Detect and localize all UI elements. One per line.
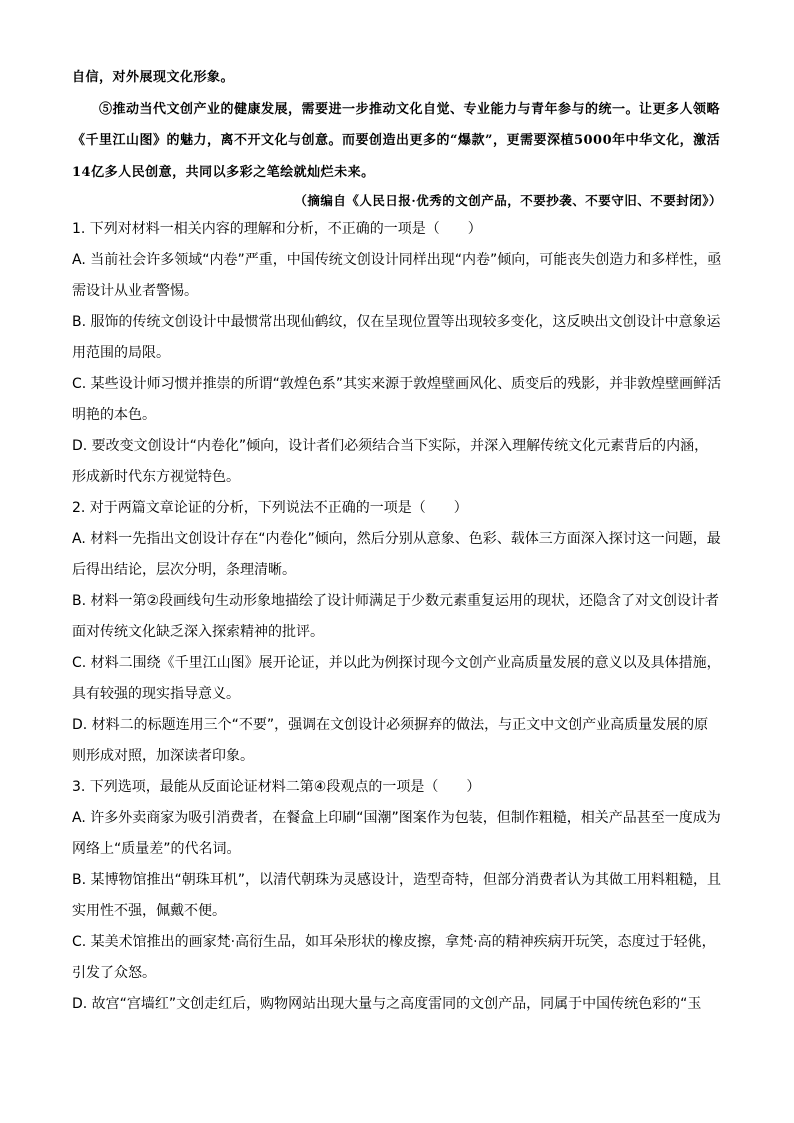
question-2 bbox=[72, 493, 722, 772]
option-d: D. 材料二的标题连用三个“不要”，强调在文创设计必须摒弃的做法，与正文中文创产业高质量发展的原则形成对照，加深读者印象。 bbox=[72, 717, 709, 764]
question-stem: 1. 下列对材料一相关内容的理解和分析，不正确的一项是（ ） bbox=[72, 221, 482, 237]
option-c: C. 某美术馆推出的画家梵·高衍生品，如耳朵形状的橡皮擦，拿梵·高的精神疾病开玩笑，态度过于轻佻，引发了众怒。 bbox=[72, 934, 716, 981]
question-list bbox=[72, 214, 722, 1020]
passage bbox=[72, 62, 722, 214]
option-b: B. 某博物馆推出“朝珠耳机”，以清代朝珠为灵感设计，造型奇特，但部分消费者认为其做工用料粗糙，且实用性不强，佩戴不便。 bbox=[72, 872, 722, 919]
option-c: C. 某些设计师习惯并推崇的所谓“敦煌色系”其实来源于敦煌壁画风化、质变后的残影，并非敦煌壁画鲜活明艳的本色。 bbox=[72, 376, 722, 423]
question-stem: 2. 对于两篇文章论证的分析，下列说法不正确的一项是（ ） bbox=[72, 500, 468, 516]
question-stem: 3. 下列选项，最能从反面论证材料二第④段观点的一项是（ ） bbox=[72, 779, 481, 795]
question-3 bbox=[72, 772, 722, 1020]
passage-paragraph-5: ⑤推动当代文创产业的健康发展，需要进一步推动文化自觉、专业能力与青年参与的统一。让更多人领略《千里江山图》的魅力，离不开文化与创意。而要创造出更多的“爆款”，更需要深植5000年中华文化，激活14亿多人民创意，共同以多彩之笔绘就灿烂未来。 bbox=[72, 101, 721, 180]
document-page bbox=[72, 62, 722, 1020]
option-b: B. 材料一第②段画线句生动形象地描绘了设计师满足于少数元素重复运用的现状，还隐含了对文创设计者面对传统文化缺乏深入探索精神的批评。 bbox=[72, 593, 720, 640]
option-b: B. 服饰的传统文创设计中最惯常出现仙鹤纹，仅在呈现位置等出现较多变化，这反映出文创设计中意象运用范围的局限。 bbox=[72, 314, 721, 361]
option-a: A. 材料一先指出文创设计存在“内卷化”倾向，然后分别从意象、色彩、载体三方面深入探讨这一问题，最后得出结论，层次分明，条理清晰。 bbox=[72, 531, 721, 578]
question-1 bbox=[72, 214, 722, 493]
option-a: A. 当前社会许多领域“内卷”严重，中国传统文创设计同样出现“内卷”倾向，可能丧失创造力和多样性，亟需设计从业者警惕。 bbox=[72, 252, 722, 299]
option-d: D. 故宫“宫墙红”文创走红后，购物网站出现大量与之高度雷同的文创产品，同属于中国传统色彩的“玉 bbox=[72, 996, 702, 1012]
passage-carry-line: 自信，对外展现文化形象。 bbox=[72, 70, 235, 85]
passage-source: （摘编自《人民日报·优秀的文创产品，不要抄袭、不要守旧、不要封闭》） bbox=[294, 193, 722, 208]
option-c: C. 材料二围绕《千里江山图》展开论证，并以此为例探讨现今文创产业高质量发展的意义以及具体措施，具有较强的现实指导意义。 bbox=[72, 655, 721, 702]
option-a: A. 许多外卖商家为吸引消费者，在餐盒上印刷“国潮”图案作为包装，但制作粗糙，相关产品甚至一度成为网络上“质量差”的代名词。 bbox=[72, 810, 721, 857]
option-d: D. 要改变文创设计“内卷化”倾向，设计者们必须结合当下实际，并深入理解传统文化元素背后的内涵，形成新时代东方视觉特色。 bbox=[72, 438, 709, 485]
